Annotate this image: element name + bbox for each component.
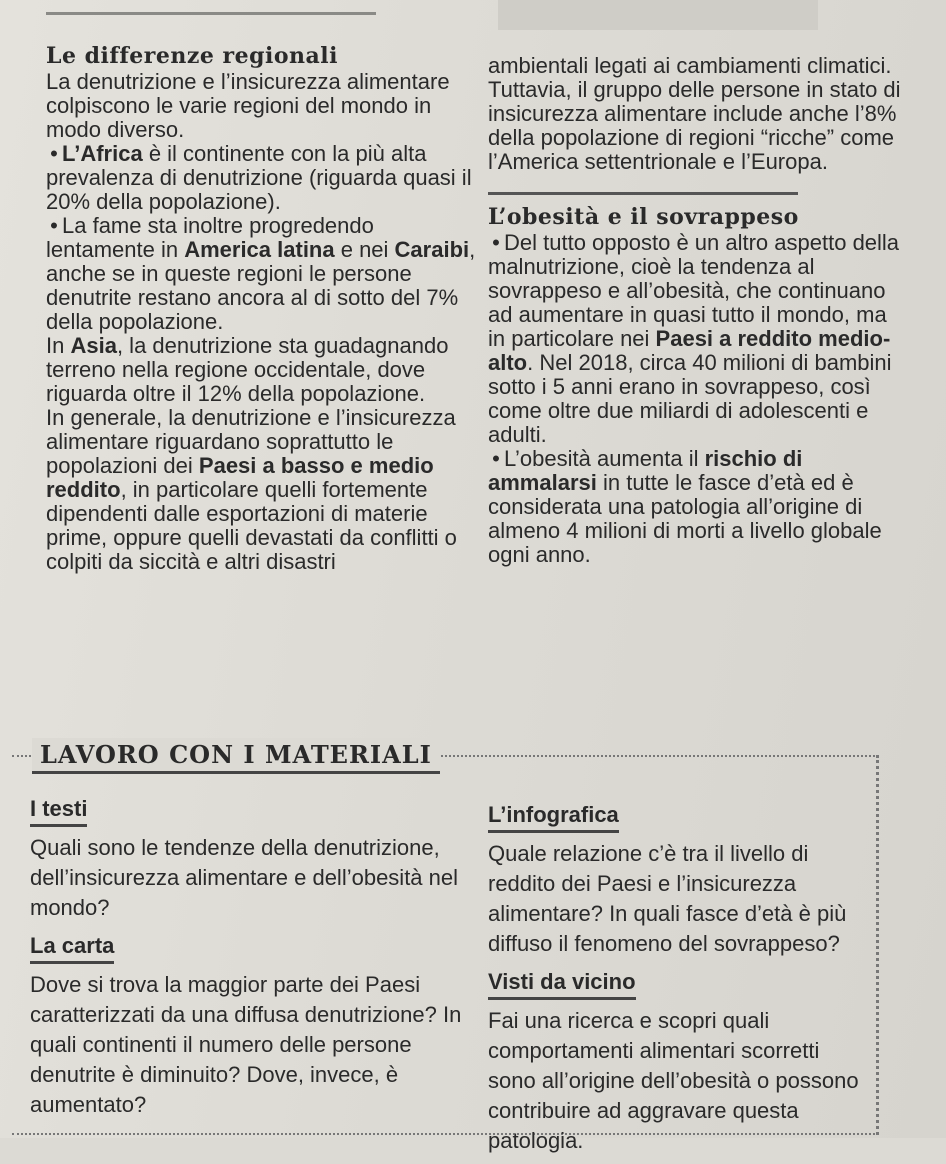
climate-text: ambientali legati ai cambiamenti climatici. — [488, 53, 892, 78]
section-rule — [488, 192, 798, 195]
materials-left-column — [30, 794, 470, 1128]
texts-label: I testi — [30, 794, 87, 827]
obesity-bullet-2: • L’obesità aumenta il rischio di ammalarsi in tutte le fasce d’età ed è considerata una patologia all’origine di almeno 4 milioni di morti a livello globale ogni anno. — [488, 446, 882, 567]
close-up-question: Fai una ricerca e scopri quali comportamenti alimentari scorretti sono all’origine dell’obesità o possono contribuire ad aggravare questa patologia. — [488, 1008, 859, 1153]
regional-differences-title: Le differenze regionali — [46, 43, 338, 69]
infographic-label: L’infografica — [488, 800, 619, 833]
intro-paragraph: La denutrizione e l’insicurezza alimentare colpiscono le varie regioni del mondo in modo diverso. — [46, 69, 450, 142]
top-rule — [46, 12, 376, 15]
infographic-question: Quale relazione c’è tra il livello di reddito dei Paesi e l’insicurezza alimentare? In quali fasce d’età è più diffuso il fenomeno del sovrappeso? — [488, 841, 847, 956]
bullet-icon: • — [492, 446, 500, 471]
africa-bullet: • L’Africa è il continente con la più alta prevalenza di denutrizione (riguarda quasi il 20% della popolazione). — [46, 141, 472, 214]
bullet-icon: • — [50, 141, 58, 166]
general-paragraph: In generale, la denutrizione e l’insicurezza alimentare riguardano soprattutto le popolazioni dei Paesi a basso e medio reddito, in particolare quelli fortemente dipendenti dalle esportazioni di materie prime, oppure quelli devastati da conflitti o colpiti da siccità e altri disastri — [46, 405, 457, 574]
map-label: La carta — [30, 931, 114, 964]
bullet-icon: • — [492, 230, 500, 255]
materials-title: LAVORO CON I MATERIALI — [32, 738, 440, 774]
map-question: Dove si trova la maggior parte dei Paesi caratterizzati da una diffusa denutrizione? In quali continenti il numero delle persone denutrite è diminuito? Dove, invece, è aumentato? — [30, 972, 462, 1117]
left-column — [46, 44, 486, 574]
close-up-label: Visti da vicino — [488, 967, 636, 1000]
obesity-bullet-1: • Del tutto opposto è un altro aspetto della malnutrizione, cioè la tendenza al sovrappeso e all’obesità, che continuano ad aumentare in quasi tutto il mondo, ma in particolare nei Paesi a reddito medio-alto. Nel 2018, circa 40 milioni di bambini sotto i 5 anni erano in sovrappeso, così come oltre due miliardi di adolescenti e adulti. — [488, 230, 900, 447]
asia-paragraph: In Asia, la denutrizione sta guadagnando terreno nella regione occidentale, dove riguarda oltre il 12% della popolazione. — [46, 333, 449, 406]
right-column — [488, 54, 908, 567]
materials-right-column — [488, 800, 868, 1164]
texts-question: Quali sono le tendenze della denutrizione, dell’insicurezza alimentare e dell’obesità nel mondo? — [30, 835, 459, 920]
page-shadow — [498, 0, 818, 30]
rich-regions-text: Tuttavia, il gruppo delle persone in stato di insicurezza alimentare include anche l’8% della popolazione di regioni “ricche” come l’America settentrionale e l’Europa. — [488, 77, 901, 174]
obesity-title: L’obesità e il sovrappeso — [488, 204, 799, 230]
latin-america-bullet: • La fame sta inoltre progredendo lentamente in America latina e nei Caraibi, anche se in queste regioni le persone denutrite restano ancora al di sotto del 7% della popolazione. — [46, 213, 476, 334]
bullet-icon: • — [50, 213, 58, 238]
